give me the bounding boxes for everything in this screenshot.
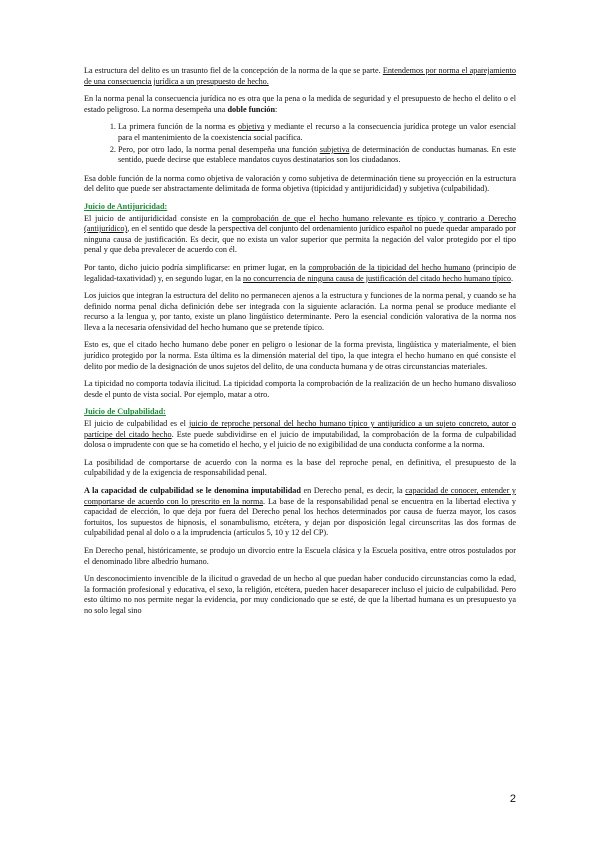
paragraph-imputabilidad <box>84 486 516 539</box>
underlined-text: no concurrencia de ninguna causa de justificación del citado hecho humano típico <box>242 273 512 283</box>
underlined-text: juicio de reproche personal del hecho humano típico y antijurídico a un sujeto concreto, autor o partícipe del citado hecho <box>84 419 516 439</box>
text: en Derecho penal, es decir, la <box>300 486 406 495</box>
paragraph-juicios: Los juicios que integran la estructura del delito no permanecen ajenos a la estructura y funciones de la norma penal, y cuando se ha definido norma penal dicha definición debe ser integrada con la siguiente aclaración. La norma penal se produce mediante el recurso a la lengua y, por tanto, existe un plano lingüístico determinante. Pero la esencial condición valorativa de la norma nos lleva a la necesaria ofensividad del hecho humano que se pretende típico. <box>84 291 516 332</box>
functions-list <box>84 122 516 165</box>
text: La primera función de la norma es <box>118 122 238 132</box>
text: y mediante el recurso a la consecuencia jurídica protege un valor esencial para el mantenimiento de la coexistencia social pacífica. <box>118 122 516 142</box>
underlined-text: objetiva <box>237 122 265 132</box>
text: : <box>275 104 278 114</box>
underlined-text: Entendemos por norma el aparejamiento de una consecuencia jurídica a un presupuesto de hecho. <box>84 66 517 86</box>
heading-culpabilidad: Juicio de Culpabilidad: <box>84 407 166 417</box>
text: de determinación de conductas humanas. En este sentido, puede decirse que establece mandatos cuyos destinatarios son los ciudadanos. <box>118 144 517 165</box>
paragraph-structure <box>84 66 516 87</box>
text: . <box>511 273 514 283</box>
list-item <box>118 122 516 143</box>
text: En la norma penal la consecuencia jurídica no es otra que la pena o la medida de seguridad y el presupuesto de hecho el delito o el estado peligroso. La norma desempeña una <box>84 94 516 114</box>
text: El juicio de culpabilidad es el <box>84 419 189 429</box>
underlined-text: comprobación de la tipicidad del hecho humano <box>308 262 471 272</box>
heading-antijuricidad: Juicio de Antijuricidad: <box>84 201 168 211</box>
paragraph-reproche: La posibilidad de comportarse de acuerdo con la norma es la base del reproche penal, en definitiva, el presupuesto de la culpabilidad y de la exigencia de responsabilidad penal. <box>84 457 516 478</box>
underlined-text: capacidad de conocer, entender y comportarse de acuerdo con lo prescrito en la norma <box>84 486 516 506</box>
text: El juicio de antijuridicidad consiste en la <box>84 213 232 223</box>
paragraph-tipicidad: La tipicidad no comporta todavía ilicitud. La tipicidad comporta la comprobación de la realización de un hecho humano disvalioso desde el punto de vista social. Por ejemplo, matar a otro. <box>84 379 516 399</box>
text: Por tanto, dicho juicio podría simplificarse: en primer lugar, en la <box>84 262 309 272</box>
page-number: 2 <box>509 793 516 805</box>
text: Pero, por otro lado, la norma penal desempeña una función <box>118 144 320 154</box>
text: . La base de la responsabilidad penal se encuentra en la libertad electiva y capacidad de elección, lo que deja por fuera del Derecho penal los hechos determinados por causa de fuerza mayor, los casos fortuitos, los supuestos de hipnosis, el sonambulismo, etcétera, y dejan por disposición legal circunscritas las dos formas de culpabilidad penal al dolo o a la imprudencia (artículos 5, 10 y 12 del CP). <box>84 496 516 538</box>
paragraph-norma-penal <box>84 94 516 115</box>
paragraph-escuelas: En Derecho penal, históricamente, se produjo un divorcio entre la Escuela clásica y la Escuela positiva, entre otros postulados por el denominado libre albedrío humano. <box>84 545 516 566</box>
paragraph-hecho-humano: Esto es, que el citado hecho humano debe poner en peligro o lesionar de la forma prevista, lingüística y materialmente, el bien jurídico protegido por la norma. Esta última es la dimensión material del tipo, la que integra el hecho humano en qué consiste el delito por medio de la designación de unos sujetos del delito, de una conducta humana y de otras circunstancias materiales. <box>84 340 516 371</box>
paragraph-antijuricidad <box>84 214 516 256</box>
text: La estructura del delito es un trasunto fiel de la concepción de la norma de la que se parte. <box>84 66 383 75</box>
text: , en el sentido que desde la perspectiva del conjunto del ordenamiento jurídico español no puede quedar amparado por ninguna causa de justificación. Es decir, que no exista un valor superior que permita la negación del valor protegido por el tipo penal y que deba prevalecer de acuerdo con él. <box>84 224 516 255</box>
text: (principio de legalidad-taxatividad) y, en segundo lugar, en la <box>84 262 516 283</box>
underlined-text: subjetiva <box>319 144 350 154</box>
paragraph-desconocimiento: Un desconocimiento invencible de la ilicitud o gravedad de un hecho al que puedan haber conducido circunstancias como la edad, la formación profesional y educativa, el sexo, la religión, etcétera, pueden hacer desaparecer incluso el juicio de culpabilidad. Pero esto último no nos permite negar la evidencia, por muy condicionado que se esté, de que la libertad humana es un presupuesto ya no solo legal sino <box>84 574 516 615</box>
paragraph-culpabilidad <box>84 419 516 451</box>
underlined-text: comprobación de que el hecho humano relevante es típico y contrario a Derecho (antijurídico) <box>84 213 516 234</box>
bold-text: A la capacidad de culpabilidad se le denomina imputabilidad <box>84 486 301 495</box>
paragraph-doble-funcion: Esa doble función de la norma como objetiva de valoración y como subjetiva de determinación tiene su proyección en la estructura del delito que puede ser abstractamente delimitada de forma objetiva (tipicidad y antijuridicidad) y subjetiva (culpabilidad). <box>84 173 516 194</box>
paragraph-simplificacion <box>84 263 516 284</box>
bold-text: doble función <box>227 104 276 114</box>
list-item <box>118 145 516 166</box>
text: . Este puede subdividirse en el juicio de imputabilidad, la comprobación de la forma de culpabilidad dolosa o imprudente con que se ha cometido el hecho, y el juicio de no exigibilidad de una conducta conforme a la norma. <box>84 429 516 450</box>
